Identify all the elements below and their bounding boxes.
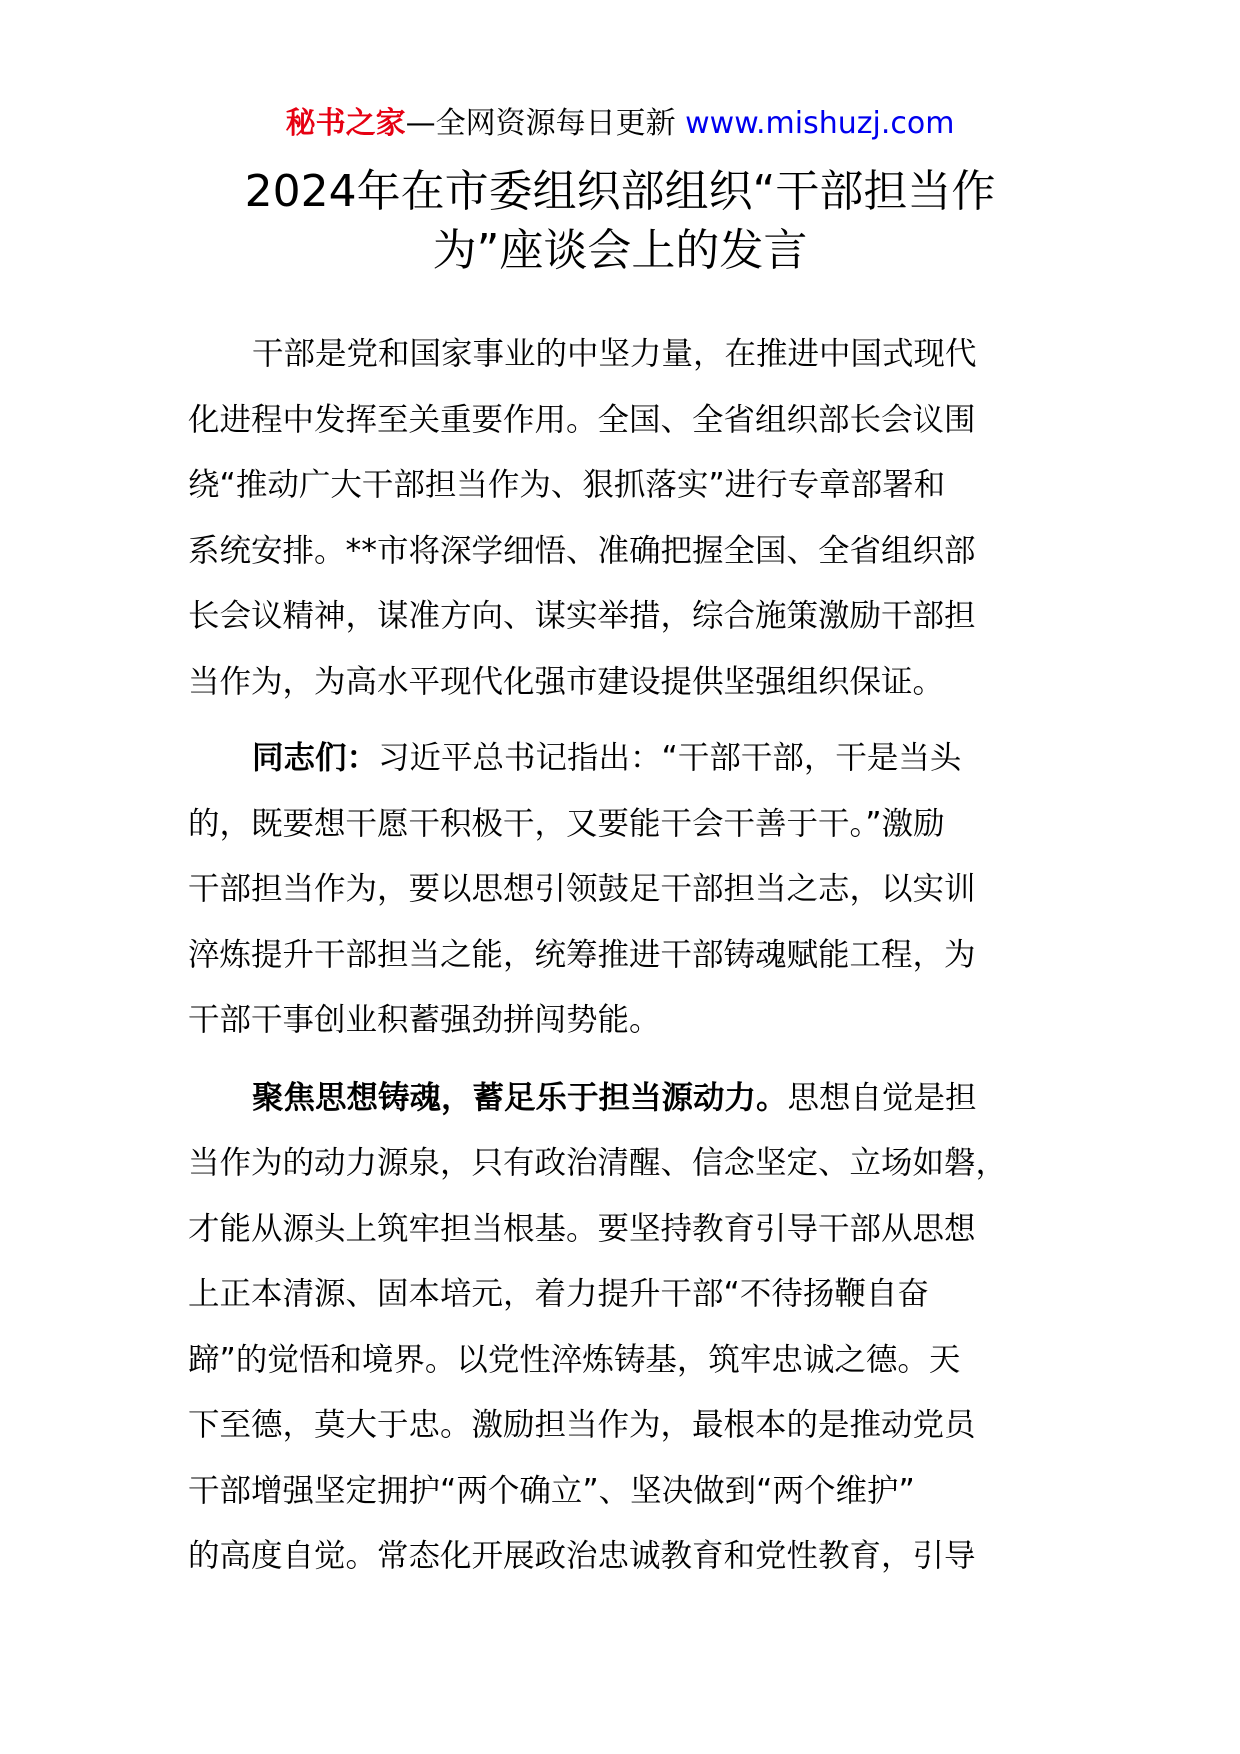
text-line bbox=[188, 1066, 1038, 1132]
paragraph-lead: 聚焦思想铸魂，蓄足乐于担当源动力。 bbox=[252, 1079, 788, 1116]
text-fragment: 思想自觉是担 bbox=[787, 1079, 977, 1116]
text-line: 化进程中发挥至关重要作用。全国、全省组织部长会议围 bbox=[188, 401, 976, 438]
title-line: 为”座谈会上的发言 bbox=[432, 225, 808, 276]
title-line: 2024年在市委组织部组织“干部担当作 bbox=[244, 166, 996, 217]
text-line: 干部是党和国家事业的中坚力量，在推进中国式现代 bbox=[252, 336, 977, 372]
website-link[interactable]: www.mishuzj.com bbox=[685, 106, 955, 141]
paragraph-ideological bbox=[188, 1066, 1038, 1590]
paragraph-comrades bbox=[188, 726, 1038, 1054]
text-line: 的高度自觉。常态化开展政治忠诚教育和党性教育，引导 bbox=[188, 1538, 976, 1574]
text-line: 干部干事创业积蓄强劲拼闯势能。 bbox=[188, 1002, 661, 1038]
paragraph-intro bbox=[188, 322, 1038, 715]
text-fragment: 习近平总书记指出：“干部干部，干是当头 bbox=[378, 740, 962, 776]
site-banner bbox=[0, 104, 1240, 144]
banner-tagline: —全网资源每日更新 bbox=[405, 106, 686, 141]
brand-name: 秘书之家 bbox=[285, 106, 406, 141]
text-line bbox=[188, 726, 1038, 792]
text-line: 当作为的动力源泉，只有政治清醒、信念坚定、立场如磐， bbox=[188, 1145, 1008, 1181]
text-line: 绕“推动广大干部担当作为、狠抓落实”进行专章部署和 bbox=[188, 467, 946, 503]
text-line: 上正本清源、固本培元，着力提升干部“不待扬鞭自奋 bbox=[188, 1276, 929, 1312]
text-line: 干部担当作为，要以思想引领鼓足干部担当之志，以实训 bbox=[188, 871, 976, 907]
text-line: 才能从源头上筑牢担当根基。要坚持教育引导干部从思想 bbox=[188, 1210, 976, 1247]
text-line: 的，既要想干愿干积极干，又要能干会干善于干。”激励 bbox=[188, 805, 945, 842]
paragraph-lead: 同志们： bbox=[252, 740, 379, 776]
text-line: 当作为，为高水平现代化强市建设提供坚强组织保证。 bbox=[188, 663, 945, 700]
text-line: 长会议精神，谋准方向、谋实举措，综合施策激励干部担 bbox=[188, 598, 976, 634]
text-line: 淬炼提升干部担当之能，统筹推进干部铸魂赋能工程，为 bbox=[188, 936, 976, 973]
document-body bbox=[188, 322, 1038, 1590]
text-line: 干部增强坚定拥护“两个确立”、坚决做到“两个维护” bbox=[188, 1472, 915, 1509]
text-line: 下至德，莫大于忠。激励担当作为，最根本的是推动党员 bbox=[188, 1407, 976, 1443]
text-line: 蹄”的觉悟和境界。以党性淬炼铸基，筑牢忠诚之德。天 bbox=[188, 1341, 961, 1378]
document-title bbox=[150, 162, 1090, 280]
text-line: 系统安排。**市将深学细悟、准确把握全国、全省组织部 bbox=[188, 532, 976, 569]
